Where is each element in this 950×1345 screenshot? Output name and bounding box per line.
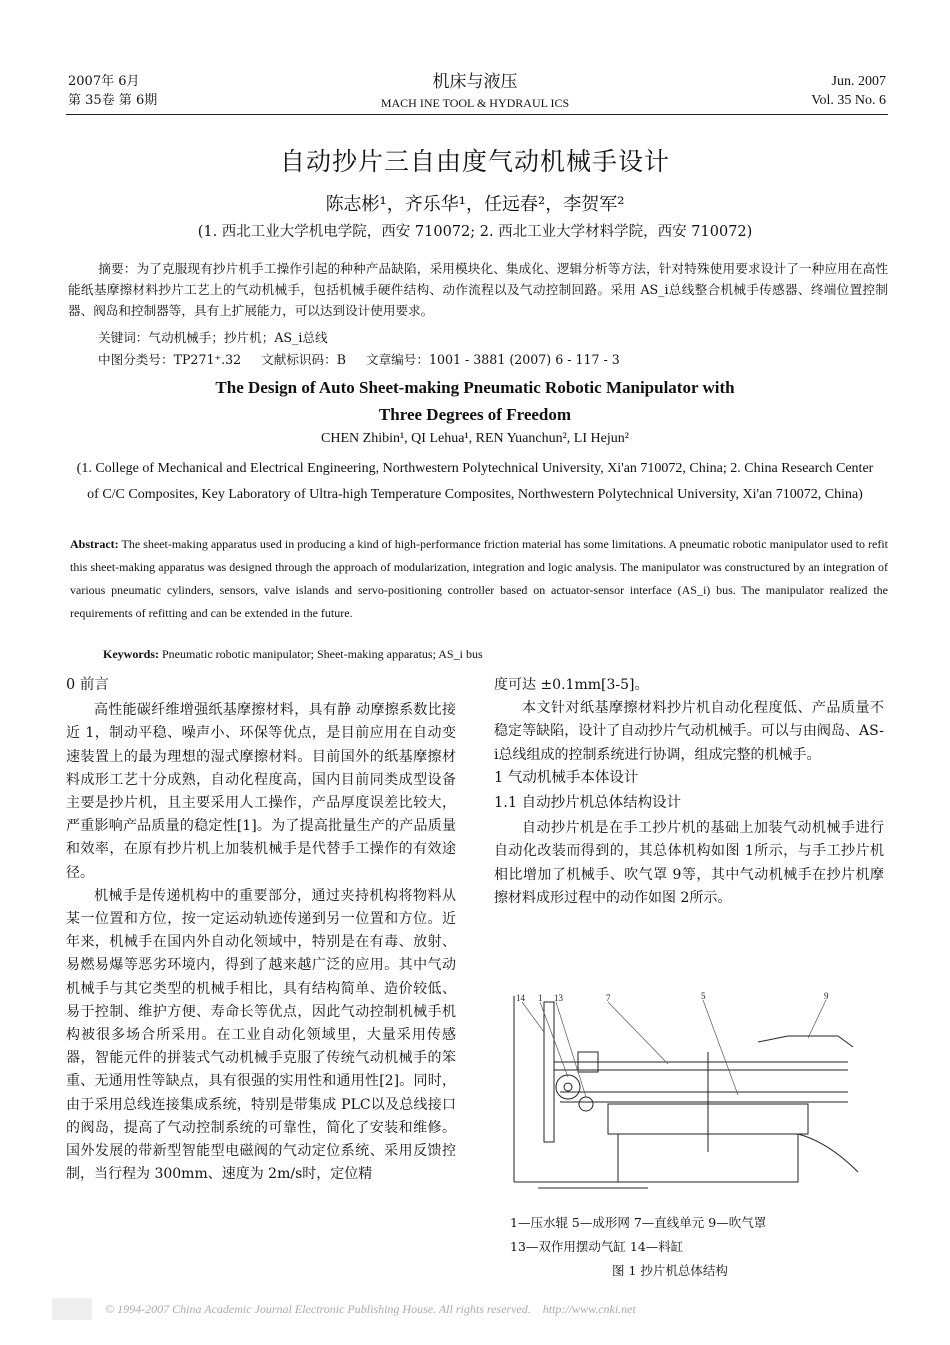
figure-label-5: 5 <box>701 992 706 1001</box>
abstract-cn: 摘要：为了克服现有抄片机手工操作引起的种种产品缺陷，采用模块化、集成化、逻辑分析等方法，针对特殊使用要求设计了一种应用在高性能纸基摩擦材料抄片工艺上的气动机械手，包括机械手硬件结构、动作流程以及气动控制回路。采用 AS_i总线整合机械手传感器、终端位置控制器、阀岛和控制器等，具有上扩展能力，可以达到设计使用要求。 <box>68 261 888 318</box>
keywords-cn: 关键词：气动机械手；抄片机；AS_i总线 <box>98 330 328 345</box>
abstract-en-text: The sheet-making apparatus used in producing a kind of high-performance friction material has some limitations. A pneumatic robotic manipulator used to refit this sheet-making apparatus was designed through the approach of modularization, integration and logic analysis. The manipulator was constructured by an integration of various pneumatic cylinders, sensors, valve islands and servo-positioning controller based on actuator-sensor interface (AS_i) bus. The manipulator realized the requirements of refitting and can be extended in the future. <box>70 537 888 620</box>
leader-13 <box>556 1002 586 1097</box>
press-roller <box>556 1075 580 1099</box>
blow-hood <box>758 1036 853 1047</box>
abstract-en <box>70 533 888 625</box>
header-rule <box>66 114 888 115</box>
right-paragraph-2: 自动抄片机是在手工抄片机的基础上加装气动机械手进行自动化改装而得到的，其总体机构如图 1所示，与手工抄片机相比增加了机械手、吹气罩 9等，其中气动机械手在抄片机摩擦材料成形过程中的动作如图 2所示。 <box>494 820 884 906</box>
figure-label-14: 14 <box>516 993 525 1003</box>
intro-paragraph-1: 高性能碳纤维增强纸基摩擦材料，具有静 动摩擦系数比接近 1，制动平稳、噪声小、环保等优点，是目前应用在自动变速装置上的最为理想的湿式摩擦材料。目前国外的纸基摩擦材料成形工艺十分成熟，自动化程度高，国内目前同类成型设备主要是抄片机，且主要采用人工操作，产品厚度误差比较大，严重影响产品质量的稳定性[1]。为了提高批量生产的产品质量和效率，在原有抄片机上加装机械手是代替手工操作的有效途径。 <box>66 702 456 881</box>
right-paragraph-1: 本文针对纸基摩擦材料抄片机自动化程度低、产品质量不稳定等缺陷，设计了自动抄片气动机械手。可以与由阀岛、AS-i总线组成的控制系统进行协调，组成完整的机械手。 <box>494 700 884 763</box>
authors-en: CHEN Zhibin¹, QI Lehua¹, REN Yuanchun², LI Hejun² <box>321 431 629 446</box>
section-1-1-heading: 1.1 自动抄片机总体结构设计 <box>494 795 682 812</box>
header-left-line2: 第 35卷 第 6期 <box>68 93 158 108</box>
affiliation-en: (1. College of Mechanical and Electrical Engineering, Northwestern Polytechnical University, Xi'an 710072, China; 2. China Research Center of C/C Composites, Key Laboratory of Ultra-high Temperature Composites, Northwestern Polytechnical University, Xi'an 710072, China) <box>76 461 874 502</box>
figure-1-caption: 图 1 抄片机总体结构 <box>612 1263 728 1278</box>
figure-label-13: 13 <box>554 993 563 1003</box>
header-left-line1: 2007年 6月 <box>68 74 140 89</box>
figure-label-1: 1 <box>538 993 543 1003</box>
feed-cylinder <box>544 1002 554 1142</box>
classification-cn: 中图分类号：TP271⁺.32 文献标识码：B 文章编号：1001 - 3881 (2007) 6 - 117 - 3 <box>98 352 620 367</box>
copyright-footer: © 1994-2007 China Academic Journal Electronic Publishing House. All rights reserved. http://www.cnki.net <box>105 1302 636 1316</box>
header-issue <box>811 72 886 110</box>
figure-1-drawing <box>508 992 864 1210</box>
header-right-line1: Jun. 2007 <box>831 74 886 89</box>
hood-outline <box>798 1134 858 1172</box>
intro-paragraph-2: 机械手是传递机构中的重要部分，通过夹持机构将物料从某一位置和方位，按一定运动轨迹传递到另一位置和方位。近年来，机械手在国内外自动化领域中，特别是在有毒、放射、易燃易爆等恶劣环境内，得到了越来越广泛的应用。其中气动机械手与其它类型的机械手相比，具有结构简单、造价较低、易于控制、维护方便、寿命长等优点，因此气动控制机械手机构被很多场合所采用。在工业自动化领域里，大量采用传感器，智能元件的拼装式气动机械手克服了传统气动机械手的笨重、无通用性等缺点，具有很强的实用性和通用性[2]。同时，由于采用总线连接集成系统，特别是带集成 PLC以及总线接口的阀岛，提高了气动控制系统的可靠性，简化了安装和维修。国外发展的带新型智能型电磁阀的气动定位系统、采用反馈控制，当行程为 300mm、速度为 2m/s时，定位精 <box>66 887 456 1183</box>
figure-label-7: 7 <box>606 993 611 1003</box>
section-0-heading: 0 前言 <box>66 677 109 693</box>
figure-label-9: 9 <box>824 992 829 1001</box>
header-right-line2: Vol. 35 No. 6 <box>811 93 886 108</box>
paper-title-en-line2: Three Degrees of Freedom <box>378 405 572 424</box>
paper-title-en-line1: The Design of Auto Sheet-making Pneumatic Robotic Manipulator with <box>215 378 735 397</box>
left-column <box>66 674 456 1186</box>
keywords-en-text: Pneumatic robotic manipulator; Sheet-making apparatus; AS_i bus <box>162 647 483 661</box>
keywords-en-label: Keywords: <box>103 647 159 661</box>
right-column <box>494 674 884 910</box>
authors-cn: 陈志彬¹，齐乐华¹，任远春²，李贺军² <box>325 194 625 215</box>
continued-text: 度可达 ±0.1mm[3-5]。 <box>494 677 649 693</box>
figure-1-legend-line2: 13—双作用摆动气缸 14—料缸 <box>510 1239 684 1254</box>
journal-title-cn: 机床与液压 <box>432 72 518 92</box>
affiliation-cn: (1. 西北工业大学机电学院，西安 710072; 2. 西北工业大学材料学院，西安 710072) <box>197 224 753 240</box>
swing-cylinder <box>579 1097 593 1111</box>
journal-title-en: MACH INE TOOL & HYDRAUL ICS <box>380 96 570 110</box>
keywords-en <box>103 647 483 662</box>
leader-9 <box>808 1000 826 1038</box>
figure-1-legend-line1: 1—压水辊 5—成形网 7—直线单元 9—吹气罩 <box>510 1215 767 1230</box>
section-1-heading: 1 气动机械手本体设计 <box>494 769 639 786</box>
abstract-en-label: Abstract: <box>70 537 119 551</box>
leader-7 <box>608 1002 668 1064</box>
cnki-logo <box>52 1298 92 1320</box>
journal-name <box>0 70 950 113</box>
press-roller-hub <box>564 1083 572 1091</box>
paper-title-cn: 自动抄片三自由度气动机械手设计 <box>279 147 670 176</box>
leader-14 <box>522 1002 544 1032</box>
